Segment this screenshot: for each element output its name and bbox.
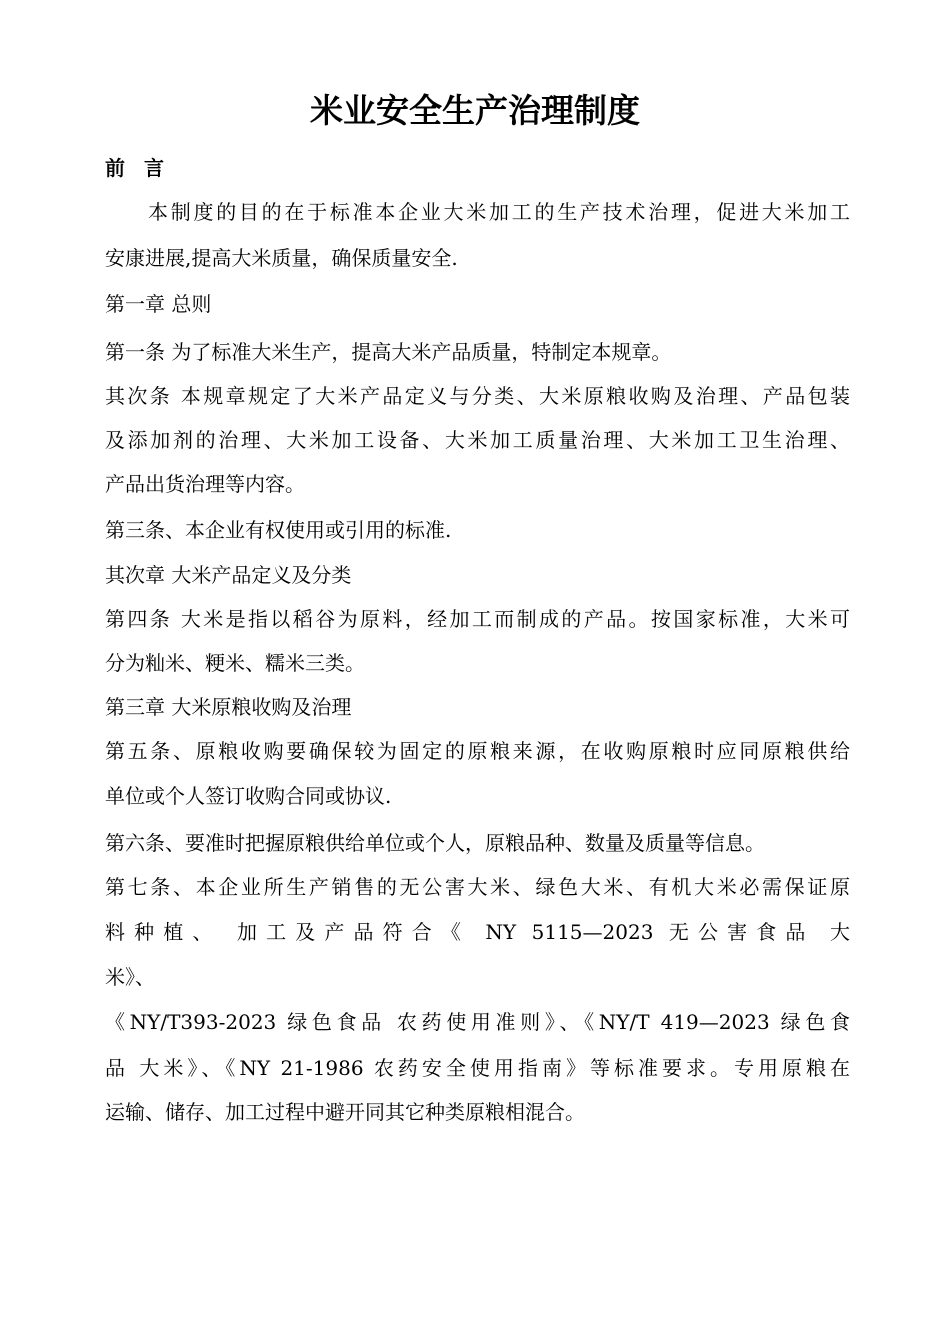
article-line: 第七条、本企业所生产销售的无公害大米、绿色大米、有机大米必需保证原 [105, 875, 850, 899]
article-line: 第三条、本企业有权使用或引用的标准. [105, 518, 452, 542]
chapter-heading: 第一章 总则 [105, 292, 212, 316]
article-line: 单位或个人签订收购合同或协议. [105, 784, 392, 808]
preface-heading: 前 言 [105, 156, 170, 180]
chapter-heading: 其次章 大米产品定义及分类 [105, 563, 352, 587]
article-line: 第四条 大米是指以稻谷为原料，经加工而制成的产品。按国家标准，大米可 [105, 607, 850, 631]
article-line: 第五条、原粮收购要确保较为固定的原粮来源，在收购原粮时应同原粮供给 [105, 739, 850, 763]
article-line: 第六条、要准时把握原粮供给单位或个人，原粮品种、数量及质量等信息。 [105, 831, 765, 855]
article-line: 分为籼米、粳米、糯米三类。 [105, 651, 365, 675]
article-line: 米》、 [105, 965, 155, 989]
document-title: 米业安全生产治理制度 [310, 91, 640, 130]
article-line: 料种植、 加工及产品符合《 NY 5115—2023 无公害食品 大 [105, 920, 850, 944]
article-line: 产品出货治理等内容。 [105, 472, 305, 496]
article-line: 第一条 为了标准大米生产，提高大米产品质量，特制定本规章。 [105, 340, 672, 364]
paragraph-line: 安康进展,提高大米质量，确保质量安全. [105, 246, 458, 270]
paragraph-line: 本制度的目的在于标准本企业大米加工的生产技术治理，促进大米加工 [148, 200, 850, 224]
article-line: 运输、储存、加工过程中避开同其它种类原粮相混合。 [105, 1100, 585, 1124]
article-line: 品 大米》、《NY 21-1986 农药安全使用指南》等标准要求。专用原粮在 [105, 1056, 850, 1080]
article-line: 《NY/T393-2023 绿色食品 农药使用准则》、《NY/T 419—2023 绿色食 [105, 1010, 850, 1034]
chapter-heading: 第三章 大米原粮收购及治理 [105, 695, 352, 719]
article-line: 及添加剂的治理、大米加工设备、大米加工质量治理、大米加工卫生治理、 [105, 428, 850, 452]
article-line: 其次条 本规章规定了大米产品定义与分类、大米原粮收购及治理、产品包装 [105, 384, 850, 408]
